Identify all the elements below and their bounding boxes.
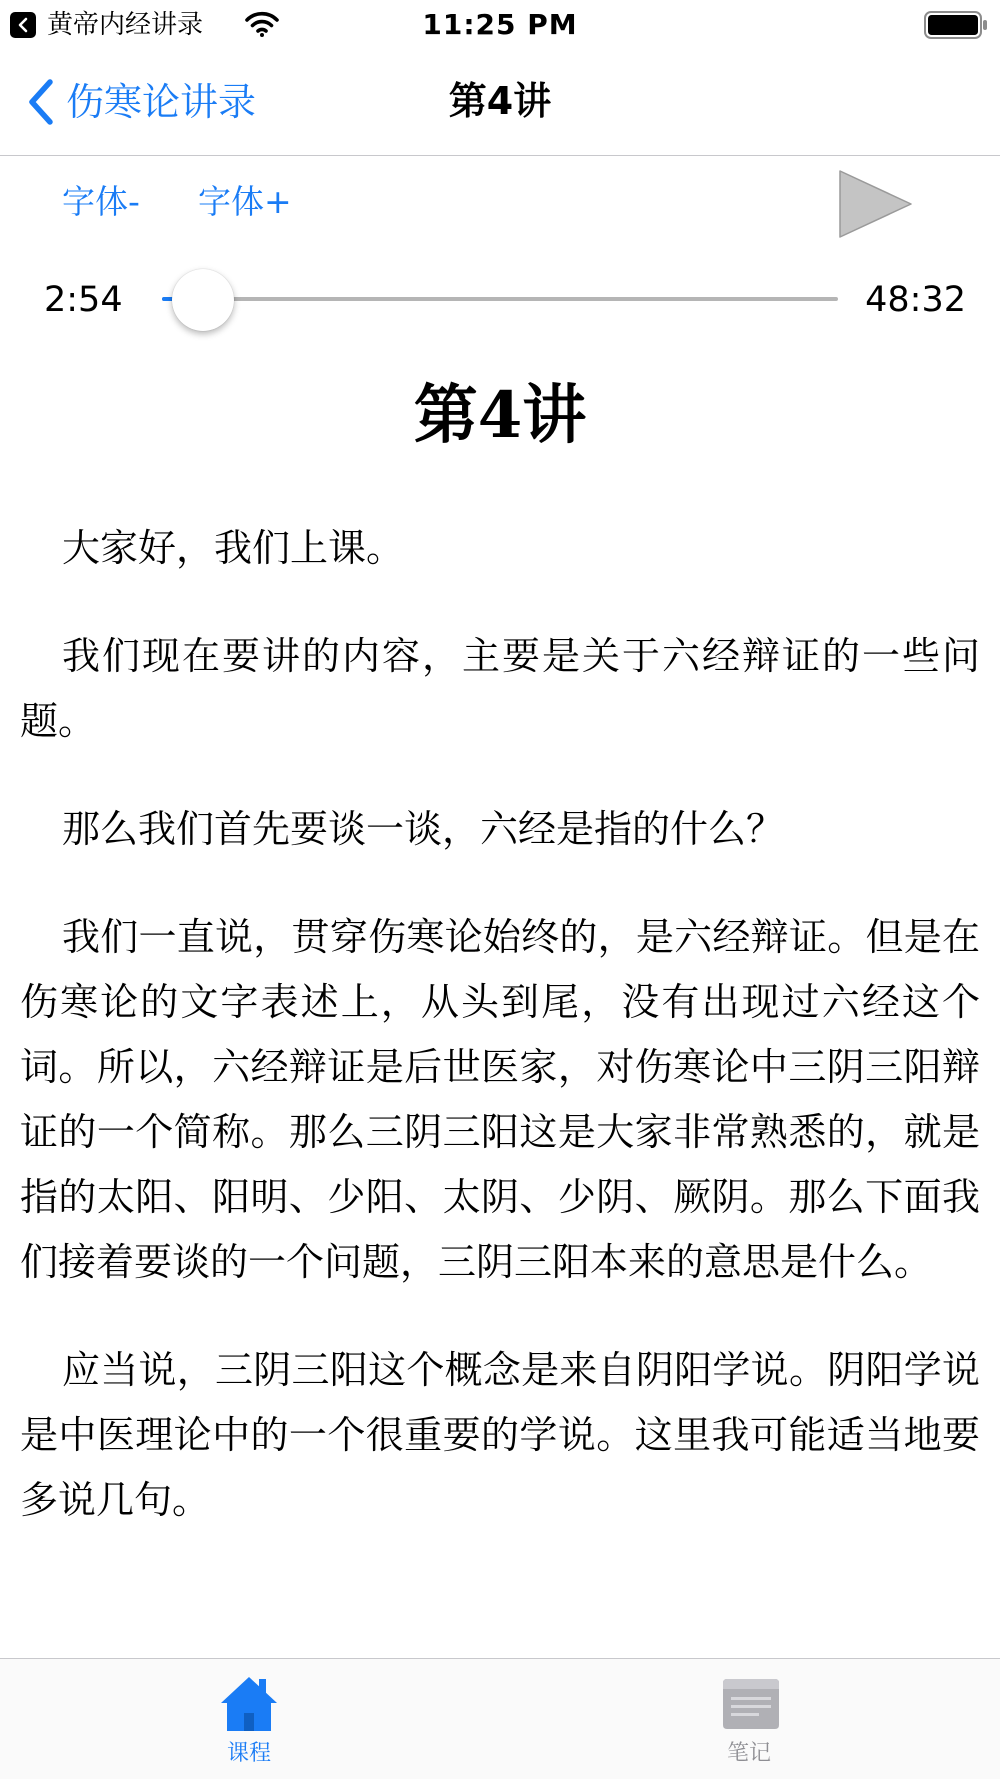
- progress-slider[interactable]: [162, 274, 838, 324]
- article-body: [20, 516, 980, 1656]
- back-to-app-icon[interactable]: [10, 12, 36, 38]
- article-paragraph: 我们一直说，贯穿伤寒论始终的，是六经辩证。但是在伤寒论的文字表述上，从头到尾，没有出现过六经这个词。所以，六经辩证是后世医家，对伤寒论中三阴三阳辩证的一个简称。那么三阴三阳这是大家非常熟悉的，就是指的太阳、阳明、少阳、太阴、少阴、厥阴。那么下面我们接着要谈的一个问题，三阴三阳本来的意思是什么。: [20, 915, 980, 1284]
- navigation-bar: [0, 50, 1000, 156]
- article-paragraph: 那么我们首先要谈一谈，六经是指的什么？: [62, 807, 785, 851]
- article-paragraph: 我们现在要讲的内容，主要是关于六经辩证的一些问题。: [20, 634, 980, 743]
- article-paragraph: 应当说，三阴三阳这个概念是来自阴阳学说。阴阳学说是中医理论中的一个很重要的学说。这里我可能适当地要多说几句。: [20, 1348, 980, 1522]
- back-button-label: 伤寒论讲录: [66, 80, 257, 124]
- tab-notes-label: 笔记: [726, 1741, 771, 1766]
- tab-notes[interactable]: [669, 1659, 829, 1779]
- total-time: 48:32: [865, 280, 966, 320]
- status-app-name[interactable]: 黄帝内经讲录: [47, 10, 204, 40]
- play-icon: [835, 168, 915, 240]
- tab-bar: [0, 1658, 1000, 1779]
- current-time: 2:54: [44, 280, 123, 320]
- wifi-icon: [245, 11, 279, 37]
- tab-courses-label: 课程: [226, 1741, 271, 1766]
- home-icon: [219, 1675, 279, 1733]
- battery-full-icon: [924, 10, 988, 40]
- font-increase-button[interactable]: 字体+: [198, 182, 292, 221]
- chevron-left-icon: [28, 79, 54, 125]
- status-bar: [0, 0, 1000, 50]
- play-button[interactable]: [835, 168, 915, 240]
- tab-courses[interactable]: [169, 1659, 329, 1779]
- article-title: 第4讲: [413, 378, 587, 453]
- back-button[interactable]: [28, 74, 256, 130]
- article-paragraph: 大家好，我们上课。: [62, 526, 405, 570]
- slider-track: [162, 297, 838, 301]
- notes-icon: [719, 1675, 783, 1731]
- status-time: 11:25 PM: [422, 8, 578, 41]
- slider-thumb[interactable]: [172, 269, 234, 331]
- nav-title: 第4讲: [448, 79, 552, 123]
- font-decrease-button[interactable]: 字体-: [62, 182, 140, 221]
